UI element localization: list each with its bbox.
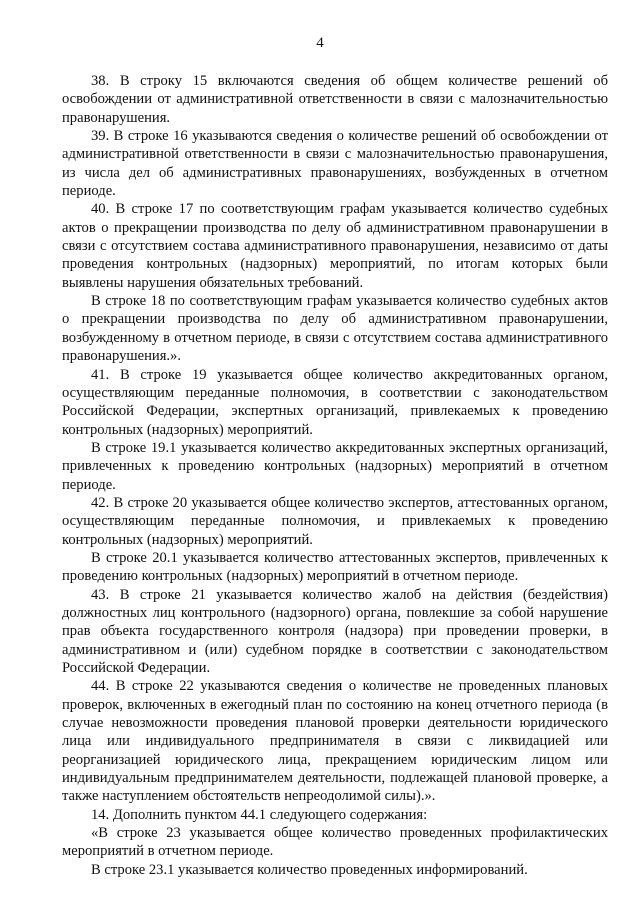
paragraph-14-amendment: 14. Дополнить пунктом 44.1 следующего содержания: [91, 806, 428, 823]
page-number: 4 [316, 35, 324, 51]
paragraph-row-23-1: В строке 23.1 указывается количество проведенных информирований. [91, 861, 528, 878]
paragraph-42: 42. В строке 20 указывается общее количество экспертов, аттестованных органом, осуществляющим переданные полномочия, и привлекаемых к проведению контрольных (надзорных) мероприятий. [62, 494, 608, 548]
paragraph-row-19-1: В строке 19.1 указывается количество аккредитованных экспертных организаций, привлеченных к проведению контрольных (надзорных) мероприятий в отчетном периоде. [62, 439, 608, 493]
paragraph-row-18: В строке 18 по соответствующим графам указывается количество судебных актов о прекращении производства по делу об административном правонарушении, возбужденному в отчетном периоде, в связи с отсутствием состава административного правонарушения.». [62, 293, 608, 365]
paragraph-41: 41. В строке 19 указывается общее количество аккредитованных органом, осуществляющим переданные полномочия, в соответствии с законодательством Российской Федерации, экспертных организаций, привлекаемых к проведению контрольных (надзорных) мероприятий. [62, 366, 608, 438]
paragraph-39: 39. В строке 16 указываются сведения о количестве решений об освобождении от административной ответственности в связи с малозначительностью правонарушения, из числа дел об административных правонарушениях, возбужденных в отчетном периоде. [62, 128, 608, 200]
paragraph-row-23: «В строке 23 указывается общее количество проведенных профилактических мероприятий в отчетном периоде. [62, 825, 608, 860]
body-text [62, 72, 608, 879]
paragraph-44: 44. В строке 22 указываются сведения о количестве не проведенных плановых проверок, включенных в ежегодный план по состоянию на конец отчетного периода (в случае невозможности проведения плановой проверки деятельности юридического лица или индивидуального предпринимателя в связи с ликвидацией или реорганизацией юридического лица, прекращением юридическим лицом или индивидуальным предпринимателем деятельности, подлежащей плановой проверке, а также наступлением обстоятельств непреодолимой силы).». [62, 678, 608, 805]
paragraph-43: 43. В строке 21 указывается количество жалоб на действия (бездействия) должностных лиц контрольного (надзорного) органа, повлекшие за собой нарушение прав объекта государственного контроля (надзора) при проведении проверки, в административном и (или) судебном порядке в соответствии с законодательством Российской Федерации. [62, 586, 608, 676]
paragraph-38: 38. В строку 15 включаются сведения об общем количестве решений об освобождении от административной ответственности в связи с малозначительностью правонарушения. [62, 73, 608, 126]
paragraph-40: 40. В строке 17 по соответствующим графам указывается количество судебных актов о прекращении производства по делу об административном правонарушении в связи с отсутствием состава административного правонарушения, независимо от даты проведения контрольных (надзорных) мероприятий, по итогам которых были выявлены нарушения обязательных требований. [62, 201, 608, 291]
paragraph-row-20-1: В строке 20.1 указывается количество аттестованных экспертов, привлеченных к проведению контрольных (надзорных) мероприятий в отчетном периоде. [62, 549, 608, 585]
